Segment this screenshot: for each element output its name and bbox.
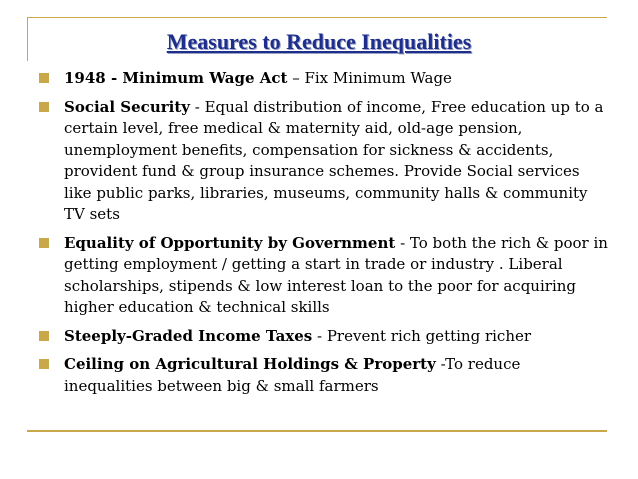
bullet-list [38, 68, 608, 404]
square-bullet-icon [39, 73, 49, 83]
bullet-heading: Ceiling on Agricultural Holdings & Property [64, 355, 436, 373]
slide-title: Measures to Reduce Inequalities [166, 29, 472, 54]
bottom-rule [27, 430, 607, 432]
bullet-equality-of-opportunity [38, 233, 608, 319]
bullet-text: - To both the rich & poor in getting employment / getting a start in trade or industry . Liberal scholarships, stipends & low interest loan to the poor for acquiring higher education & technical skills [64, 233, 608, 316]
bullet-heading: 1948 - Minimum Wage Act [64, 69, 288, 87]
bullet-text: – Fix Minimum Wage [287, 69, 452, 87]
square-bullet-icon [39, 238, 49, 248]
square-bullet-icon [39, 331, 49, 341]
bullet-heading: Steeply-Graded Income Taxes [64, 326, 313, 345]
bullet-heading: Social Security [64, 97, 190, 116]
bullet-text: - Prevent rich getting richer [312, 326, 532, 345]
square-bullet-icon [39, 359, 49, 369]
bullet-income-taxes [38, 326, 608, 348]
bullet-minimum-wage [38, 68, 608, 90]
bullet-text: -To reduce inequalities between big & small farmers [64, 355, 521, 395]
bullet-ceiling-holdings [38, 354, 608, 397]
square-bullet-icon [39, 102, 49, 112]
top-rule [27, 17, 607, 18]
bullet-social-security [38, 97, 608, 226]
bullet-text: - Equal distribution of income, Free education up to a certain level, free medical & maternity aid, old-age pension, unemployment benefits, compensation for sickness & accidents, provident fund & group insurance schemes. Provide Social services like public parks, libraries, museums, community halls & community TV sets [64, 97, 604, 223]
bullet-heading: Equality of Opportunity by Government [64, 233, 396, 252]
